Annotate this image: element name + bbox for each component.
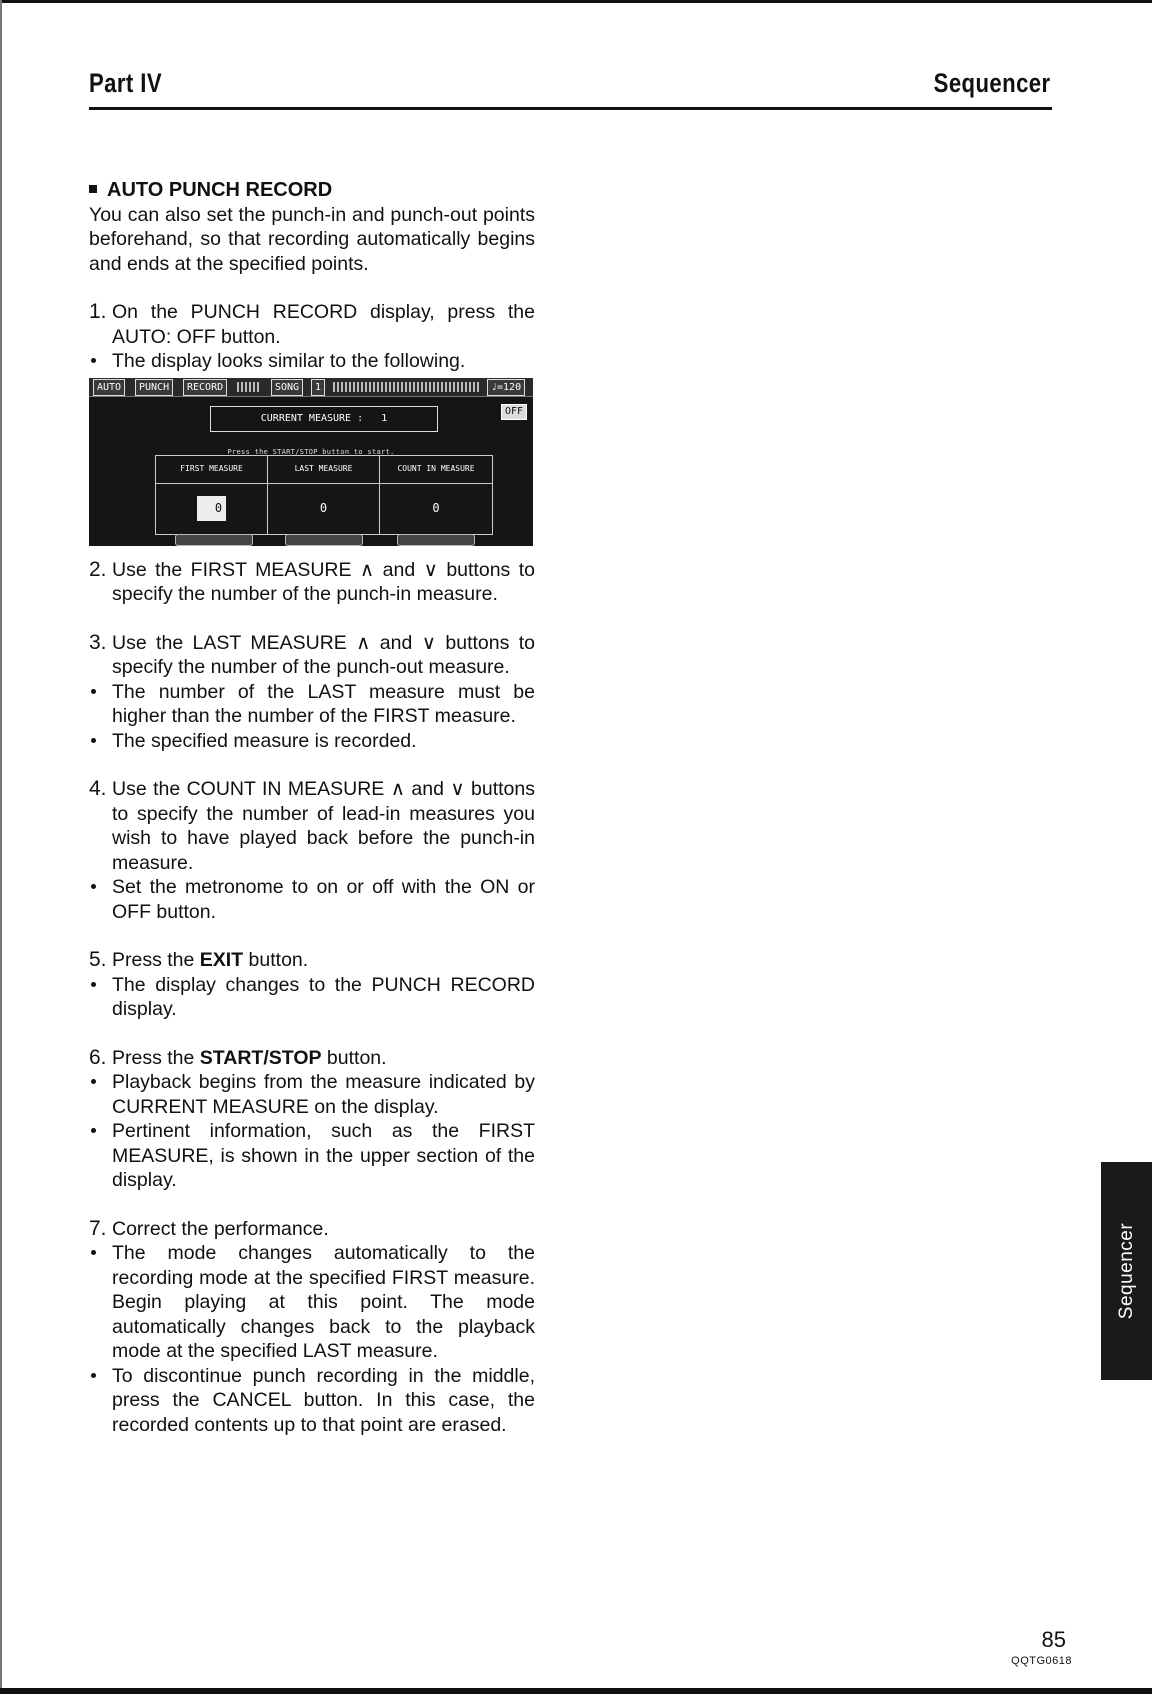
count-in-measure-value: 0 xyxy=(432,501,440,516)
current-measure-box: CURRENT MEASURE : 1 xyxy=(210,406,438,432)
section-title: AUTO PUNCH RECORD xyxy=(89,178,535,203)
bullet-dot-icon xyxy=(89,729,112,754)
count-in-measure-up-down-button[interactable] xyxy=(397,534,475,546)
bullet-dot-icon xyxy=(89,1070,112,1119)
step-text: Use the LAST MEASURE ∧ and ∨ buttons to specify the number of the punch-out measure. xyxy=(112,631,535,678)
intro-paragraph: You can also set the punch-in and punch-out points beforehand, so that recording automatically begins and ends at the specified points. xyxy=(89,203,535,275)
bullet-dot-icon xyxy=(89,875,112,924)
step-1 xyxy=(89,300,535,374)
display-tab-record: RECORD xyxy=(183,379,227,396)
bullet-item: The specified measure is recorded. xyxy=(89,729,535,754)
bullet-item: The display changes to the PUNCH RECORD display. xyxy=(89,973,535,1022)
step-number: 5. xyxy=(89,948,107,971)
step-number: 3. xyxy=(89,630,107,654)
auto-off-button[interactable]: OFF xyxy=(501,404,527,420)
last-measure-up-down-button[interactable] xyxy=(285,534,363,546)
step-5 xyxy=(89,948,535,1022)
chapter-side-tab: Sequencer xyxy=(1101,1162,1152,1380)
square-bullet-icon xyxy=(89,185,97,193)
measure-grid xyxy=(155,455,493,535)
step-text: Correct the performance. xyxy=(112,1217,329,1240)
step-4 xyxy=(89,777,535,924)
bullet-item: Pertinent information, such as the FIRST MEASURE, is shown in the upper section of the display. xyxy=(89,1119,535,1193)
last-measure-header: LAST MEASURE xyxy=(268,456,380,484)
bullet-item: The number of the LAST measure must be higher than the number of the FIRST measure. xyxy=(89,680,535,729)
display-tab-punch: PUNCH xyxy=(135,379,173,396)
bullet-dot-icon xyxy=(89,1241,112,1364)
step-3 xyxy=(89,631,535,754)
step-text: On the PUNCH RECORD display, press the AUTO: OFF button. xyxy=(112,301,535,348)
step-number: 4. xyxy=(89,777,107,800)
bullet-item: To discontinue punch recording in the middle, press the CANCEL button. In this case, the recorded contents up to that point are erased. xyxy=(89,1364,535,1438)
step-number: 7. xyxy=(89,1216,107,1240)
step-number: 1. xyxy=(89,300,107,323)
step-number: 2. xyxy=(89,557,107,581)
bullet-item: Playback begins from the measure indicated by CURRENT MEASURE on the display. xyxy=(89,1070,535,1119)
bullet-dot-icon xyxy=(89,680,112,729)
step-2 xyxy=(89,558,535,607)
display-dot-pattern xyxy=(333,382,481,392)
bullet-dot-icon xyxy=(89,349,112,374)
bullet-dot-icon xyxy=(89,1119,112,1193)
document-code: QQTG0618 xyxy=(1011,1655,1072,1667)
bullet-item: The display looks similar to the following. xyxy=(89,349,535,374)
first-measure-value: 0 xyxy=(156,484,268,534)
step-text: Press the START/STOP button. xyxy=(112,1046,387,1069)
part-label: Part IV xyxy=(89,68,163,98)
step-6 xyxy=(89,1046,535,1193)
display-dot-pattern xyxy=(237,382,261,392)
first-measure-up-down-button[interactable] xyxy=(175,534,253,546)
step-7 xyxy=(89,1217,535,1438)
text-column xyxy=(89,178,535,1437)
top-border xyxy=(0,0,1152,3)
first-measure-header: FIRST MEASURE xyxy=(156,456,268,484)
punch-record-display xyxy=(89,378,533,546)
display-song-number: 1 xyxy=(311,379,325,396)
last-measure-value: 0 xyxy=(268,484,380,534)
bullet-item: The mode changes automatically to the recording mode at the specified FIRST measure. Begin playing at this point. The mode automatically changes back to the playback mode at the specified LAST measure. xyxy=(89,1241,535,1364)
step-number: 6. xyxy=(89,1045,107,1069)
display-hint: Press the START/STOP button to start. xyxy=(227,447,395,456)
count-in-measure-header: COUNT IN MEASURE xyxy=(380,456,492,484)
step-text: Use the COUNT IN MEASURE ∧ and ∨ buttons to specify the number of lead-in measures you wish to have played back before the punch-in measure. xyxy=(112,778,535,874)
display-top-bar xyxy=(89,378,533,397)
bullet-dot-icon xyxy=(89,973,112,1022)
display-tempo: ♩=120 xyxy=(487,379,525,396)
left-border xyxy=(0,0,2,1694)
display-tab-auto: AUTO xyxy=(93,379,125,396)
display-tab-song: SONG xyxy=(271,379,303,396)
step-text: Use the FIRST MEASURE ∧ and ∨ buttons to specify the number of the punch-in measure. xyxy=(112,558,535,605)
bottom-border xyxy=(0,1688,1152,1694)
step-text: Press the EXIT button. xyxy=(112,949,309,971)
page-number: 85 xyxy=(1041,1627,1066,1652)
chapter-label: Sequencer xyxy=(934,68,1051,98)
header-rule xyxy=(89,107,1052,110)
bullet-dot-icon xyxy=(89,1364,112,1438)
bullet-item: Set the metronome to on or off with the ON or OFF button. xyxy=(89,875,535,924)
